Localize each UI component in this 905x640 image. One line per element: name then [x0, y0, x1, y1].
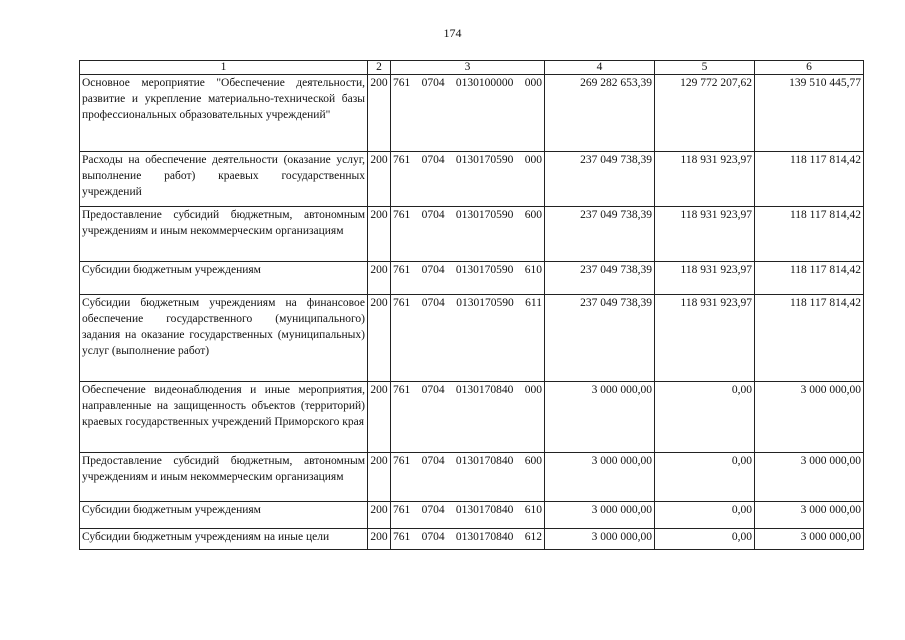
table-row [80, 207, 864, 262]
expense-type-code: 600 [524, 455, 542, 467]
row-code-3 [391, 262, 545, 295]
expense-type-code: 000 [524, 77, 542, 89]
expense-type-code: 612 [524, 531, 542, 543]
row-name: Субсидии бюджетным учреждениям [80, 262, 368, 295]
row-name: Субсидии бюджетным учреждениям на иные цели [80, 529, 368, 550]
budget-table [79, 60, 864, 550]
row-name: Расходы на обеспечение деятельности (оказание услуг, выполнение работ) краевых государственных учреждений [80, 152, 368, 207]
row-amount-4: 237 049 738,39 [545, 152, 655, 207]
section-code: 0704 [421, 154, 445, 166]
expense-type-code: 600 [524, 209, 542, 221]
ministry-code: 761 [393, 384, 411, 396]
row-code-3 [391, 207, 545, 262]
section-code: 0704 [421, 77, 445, 89]
row-amount-4: 237 049 738,39 [545, 262, 655, 295]
row-code-2: 200 [368, 502, 391, 529]
row-code-3 [391, 502, 545, 529]
row-code-3 [391, 382, 545, 453]
target-code: 0130170840 [455, 504, 514, 516]
row-amount-4: 237 049 738,39 [545, 295, 655, 382]
column-header: 2 [368, 61, 391, 75]
row-amount-6: 139 510 445,77 [755, 75, 864, 152]
row-amount-4: 3 000 000,00 [545, 502, 655, 529]
target-code: 0130170590 [455, 264, 514, 276]
ministry-code: 761 [393, 455, 411, 467]
table-row [80, 295, 864, 382]
row-amount-6: 3 000 000,00 [755, 502, 864, 529]
row-name: Предоставление субсидий бюджетным, автономным учреждениям и иным некоммерческим организациям [80, 453, 368, 502]
expense-type-code: 000 [524, 384, 542, 396]
row-amount-6: 3 000 000,00 [755, 529, 864, 550]
target-code: 0130170840 [455, 455, 514, 467]
table-row [80, 382, 864, 453]
row-code-3 [391, 529, 545, 550]
row-code-2: 200 [368, 453, 391, 502]
row-name: Субсидии бюджетным учреждениям на финансовое обеспечение государственного (муниципального) задания на оказание государственных (муниципальных) услуг (выполнение работ) [80, 295, 368, 382]
row-name: Субсидии бюджетным учреждениям [80, 502, 368, 529]
table-row [80, 262, 864, 295]
target-code: 0130170590 [455, 209, 514, 221]
column-header: 3 [391, 61, 545, 75]
expense-type-code: 000 [524, 154, 542, 166]
row-amount-6: 118 117 814,42 [755, 152, 864, 207]
row-amount-4: 269 282 653,39 [545, 75, 655, 152]
ministry-code: 761 [393, 297, 411, 309]
target-code: 0130170590 [455, 154, 514, 166]
row-name: Основное мероприятие "Обеспечение деятельности, развитие и укрепление материально-технической базы профессиональных образовательных учреждений" [80, 75, 368, 152]
expense-type-code: 610 [524, 264, 542, 276]
section-code: 0704 [421, 504, 445, 516]
section-code: 0704 [421, 209, 445, 221]
table-row [80, 453, 864, 502]
section-code: 0704 [421, 297, 445, 309]
row-code-2: 200 [368, 529, 391, 550]
row-amount-4: 3 000 000,00 [545, 382, 655, 453]
table-row [80, 529, 864, 550]
row-amount-4: 3 000 000,00 [545, 529, 655, 550]
row-amount-6: 3 000 000,00 [755, 382, 864, 453]
ministry-code: 761 [393, 504, 411, 516]
section-code: 0704 [421, 384, 445, 396]
table-row [80, 152, 864, 207]
row-amount-6: 3 000 000,00 [755, 453, 864, 502]
table-row [80, 75, 864, 152]
ministry-code: 761 [393, 531, 411, 543]
row-amount-5: 0,00 [655, 453, 755, 502]
row-code-2: 200 [368, 295, 391, 382]
row-amount-5: 118 931 923,97 [655, 295, 755, 382]
row-amount-5: 118 931 923,97 [655, 207, 755, 262]
section-code: 0704 [421, 455, 445, 467]
row-amount-4: 3 000 000,00 [545, 453, 655, 502]
row-amount-5: 118 931 923,97 [655, 262, 755, 295]
row-code-2: 200 [368, 382, 391, 453]
row-code-3 [391, 295, 545, 382]
row-amount-5: 0,00 [655, 502, 755, 529]
row-name: Предоставление субсидий бюджетным, автономным учреждениям и иным некоммерческим организациям [80, 207, 368, 262]
target-code: 0130170840 [455, 531, 514, 543]
row-amount-6: 118 117 814,42 [755, 207, 864, 262]
column-header: 4 [545, 61, 655, 75]
row-amount-5: 129 772 207,62 [655, 75, 755, 152]
row-amount-6: 118 117 814,42 [755, 295, 864, 382]
row-name: Обеспечение видеонаблюдения и иные мероприятия, направленные на защищенность объектов (территорий) краевых государственных учреждений Приморского края [80, 382, 368, 453]
expense-type-code: 611 [525, 297, 542, 309]
row-amount-5: 0,00 [655, 529, 755, 550]
row-code-3 [391, 75, 545, 152]
row-amount-5: 118 931 923,97 [655, 152, 755, 207]
header-row [80, 61, 864, 75]
row-code-2: 200 [368, 262, 391, 295]
ministry-code: 761 [393, 154, 411, 166]
row-code-3 [391, 152, 545, 207]
row-amount-5: 0,00 [655, 382, 755, 453]
row-amount-6: 118 117 814,42 [755, 262, 864, 295]
ministry-code: 761 [393, 77, 411, 89]
row-code-3 [391, 453, 545, 502]
page-number: 174 [443, 26, 462, 40]
column-header: 5 [655, 61, 755, 75]
row-code-2: 200 [368, 152, 391, 207]
ministry-code: 761 [393, 264, 411, 276]
ministry-code: 761 [393, 209, 411, 221]
expense-type-code: 610 [524, 504, 542, 516]
column-header: 6 [755, 61, 864, 75]
row-amount-4: 237 049 738,39 [545, 207, 655, 262]
target-code: 0130170840 [455, 384, 514, 396]
section-code: 0704 [421, 531, 445, 543]
row-code-2: 200 [368, 207, 391, 262]
section-code: 0704 [421, 264, 445, 276]
column-header: 1 [80, 61, 368, 75]
target-code: 0130100000 [455, 77, 514, 89]
row-code-2: 200 [368, 75, 391, 152]
target-code: 0130170590 [456, 297, 514, 309]
table-row [80, 502, 864, 529]
